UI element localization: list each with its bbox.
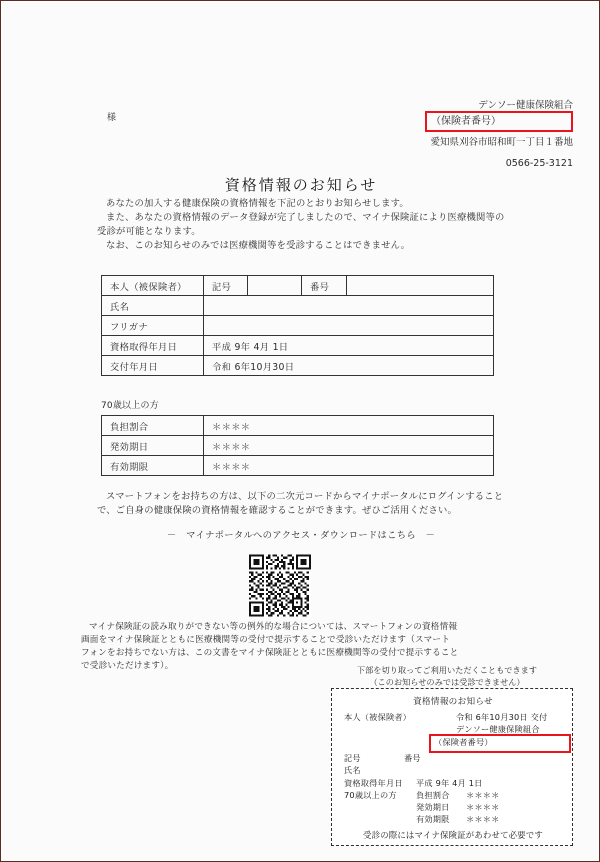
detachable-eligibility-card [331,688,573,846]
eligibility-main-table [101,275,494,376]
card-effective-date-value: ＊＊＊＊ [466,802,500,812]
insurer-number-label: （保険者番号） [431,116,501,127]
bango-label-cell: 番号 [302,276,347,296]
cut-note-line-1: 下部を切り取ってご利用いただくこともできます [356,665,538,675]
over70-section-note: 70歳以上の方 [101,401,159,411]
acquisition-date-value-cell: 平成 9年 4月 1日 [204,336,494,356]
furigana-label-cell: フリガナ [102,316,204,336]
burden-ratio-label-cell: 負担割合 [102,416,204,436]
card-name-label: 氏名 [344,765,361,775]
card-self-label: 本人（被保険者） [344,712,412,722]
table-row [102,436,494,456]
page-title: 資格情報のお知らせ [224,176,378,194]
card-insurer-number-highlight-box [429,734,571,753]
table-row [102,356,494,376]
cut-note-line-2: （このお知らせのみでは受診できません） [369,676,525,687]
card-burden-ratio-value: ＊＊＊＊ [466,790,500,800]
qr-instruction-line-2: で、ご自身の健康保険の資格情報を確認することができます。ぜひご活用ください。 [97,505,457,517]
table-row [102,316,494,336]
card-expiry-date-value: ＊＊＊＊ [466,814,500,824]
recipient-marker: 様 [107,113,117,123]
card-burden-ratio-label: 負担割合 [416,790,450,800]
expiry-date-label-cell: 有効期限 [102,456,204,476]
intro-line-3: 受診が可能となります。 [97,226,201,238]
card-issue-date: 令和 6年10月30日 交付 [456,712,548,722]
table-row [102,416,494,436]
qr-instruction-paragraph [97,490,517,518]
card-over70-label: 70歳以上の方 [344,790,397,800]
card-expiry-date-label: 有効期限 [416,814,450,824]
table-row [102,336,494,356]
furigana-value-cell [204,316,494,336]
card-kigo-label: 記号 [344,753,361,763]
card-title: 資格情報のお知らせ [413,697,493,707]
intro-line-4: なお、このお知らせのみでは医療機関等を受診することはできません。 [106,240,411,252]
name-value-cell [204,296,494,316]
card-footer-note: 受診の際にはマイナ保険証があわせて必要です [363,830,543,840]
exception-line-2: 画面をマイナ保険証とともに医療機関等の受付で提示することで受診いただけます（スマート [81,634,450,645]
bango-value-cell [347,276,494,296]
effective-date-label-cell: 発効期日 [102,436,204,456]
mynaportal-access-lead: － マイナポータルへのアクセス・ダウンロードはこちら － [166,530,436,541]
insurer-address: 愛知県刈谷市昭和町一丁目１番地 [430,137,573,148]
qr-instruction-line-1: スマートフォンをお持ちの方は、以下の二次元コードからマイナポータルにログインすること [106,491,504,502]
insurer-phone: 0566-25-3121 [505,158,573,169]
exception-line-4: で受診いただけます）。 [81,660,174,671]
card-acquisition-label: 資格取得年月日 [344,778,403,788]
expiry-date-value-cell: ＊＊＊＊ [204,456,494,476]
intro-paragraph [97,197,517,254]
self-label-cell: 本人（被保険者） [102,276,204,296]
qr-code[interactable] [249,550,311,621]
over70-table [101,415,494,476]
table-row [102,276,494,296]
kigo-value-cell [248,276,302,296]
cut-instruction-note [323,665,571,688]
table-row [102,456,494,476]
exception-line-3: フォンをお持ちでない方は、この文書をマイナ保険証とともに医療機関等の受付で提示すること [81,647,459,658]
acquisition-date-label-cell: 資格取得年月日 [102,336,204,356]
intro-line-1: あなたの加入する健康保険の資格情報を下記のとおりお知らせします。 [106,198,409,209]
intro-line-2: また、あなたの資格情報のデータ登録が完了しましたので、マイナ保険証により医療機関等の [106,212,505,224]
burden-ratio-value-cell: ＊＊＊＊ [204,416,494,436]
insurer-organization-name: デンソー健康保険組合 [478,100,573,111]
table-row [102,296,494,316]
issue-date-value-cell: 令和 6年10月30日 [204,356,494,376]
card-insurer-number-label: （保険者番号） [434,737,493,747]
card-organization: デンソー健康保険組合 [456,724,540,734]
effective-date-value-cell: ＊＊＊＊ [204,436,494,456]
card-bango-label: 番号 [404,753,421,763]
name-label-cell: 氏名 [102,296,204,316]
kigo-label-cell: 記号 [204,276,248,296]
card-effective-date-label: 発効期日 [416,802,450,812]
exception-line-1: マイナ保険証の読み取りができない等の例外的な場合については、スマートフォンの資格情報 [89,622,458,632]
card-acquisition-value: 平成 9年 4月 1日 [416,778,483,788]
issue-date-label-cell: 交付年月日 [102,356,204,376]
